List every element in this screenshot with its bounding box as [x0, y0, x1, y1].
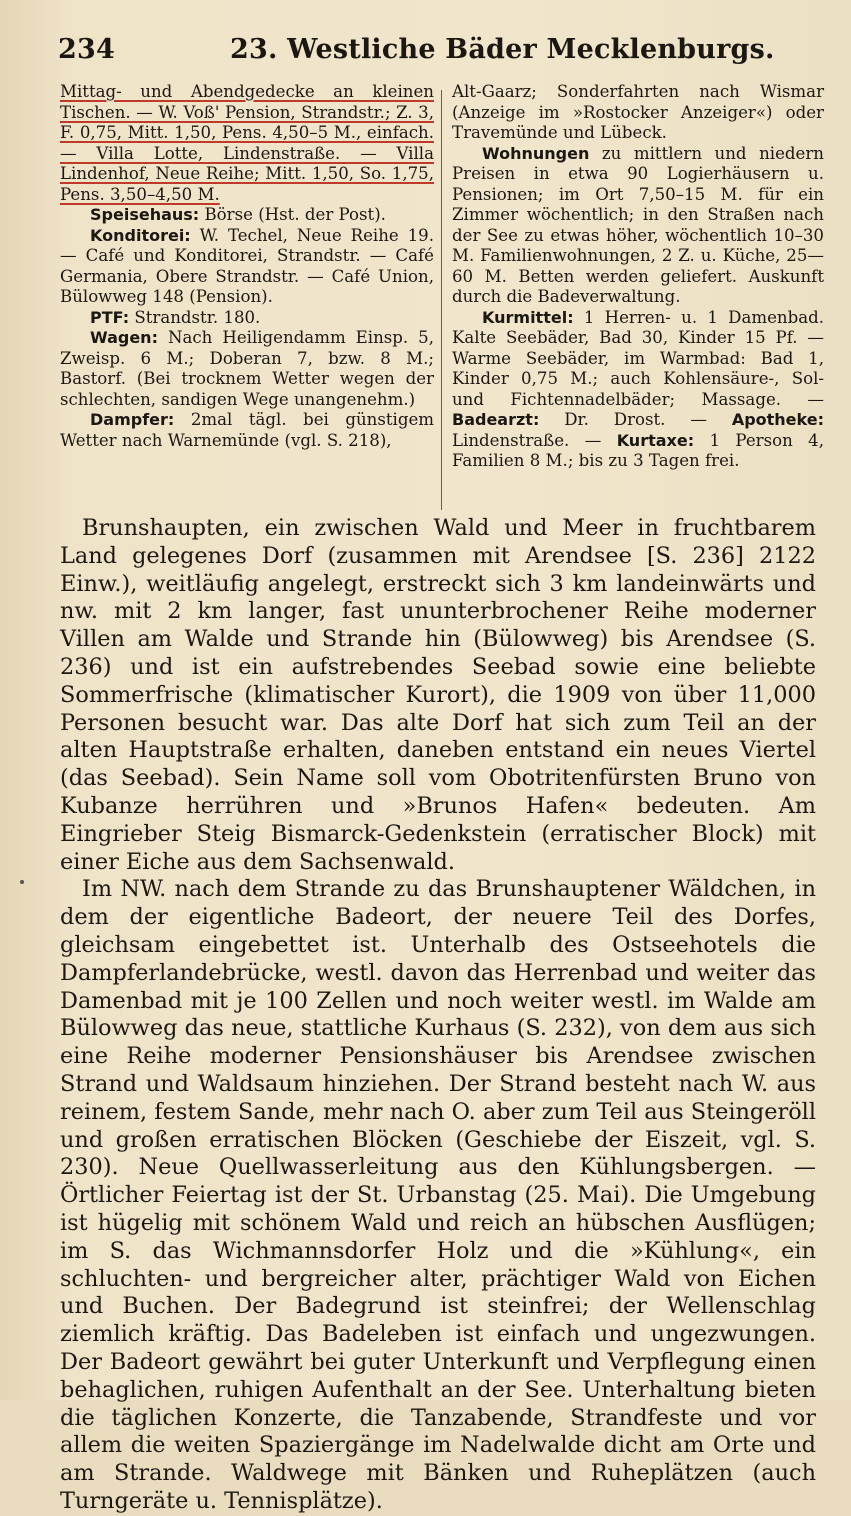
left-paragraph-pensions: [60, 82, 434, 205]
main-text: [60, 515, 816, 1516]
ptf-label: PTF:: [90, 307, 130, 327]
right-paragraph-altgaarz: Alt-Gaarz; Sonderfahrten nach Wismar (Anzeige im »Rostocker Anzeiger«) oder Travemünde und Lübeck.: [452, 82, 824, 142]
left-paragraph-konditorei: [60, 226, 434, 308]
page-title: 23. Westliche Bäder Mecklenburgs.: [230, 34, 775, 65]
dampfer-label: Dampfer:: [90, 410, 175, 429]
wohnungen-text: zu mittlern und niedern Preisen in etwa 90 Logierhäusern u. Pensionen; im Ort 7,50–15 M. für ein Zimmer wöchentlich; in den Straßen nach der See zu etwas höher, wöchentlich 10–30 M. Familienwohnungen, 2 Z. u. Küche, 25—60 M. Betten werden geliefert. Auskunft durch die Badeverwaltung.: [452, 143, 824, 306]
page-header: [58, 30, 821, 70]
kurtaxe-text: 1 Person 4, Familien 8 M.; bis zu 3 Tagen frei.: [452, 430, 824, 470]
left-paragraph-dampfer: [60, 410, 434, 451]
konditorei-label: Konditorei:: [90, 225, 191, 245]
right-paragraph-kurmittel: [452, 308, 824, 472]
left-column: [60, 82, 434, 451]
konditorei-text: W. Techel, Neue Reihe 19. — Café und Konditorei, Strandstr. — Café Germania, Obere Strandstr. — Café Union, Bülowweg 148 (Pension).: [60, 225, 434, 306]
left-paragraph-speisehaus: [60, 205, 434, 226]
kurmittel-text: 1 Herren- u. 1 Damenbad. Kalte Seebäder, Bad 30, Kinder 15 Pf. — Warme Seebäder, im Warmbad: Bad 1, Kinder 0,75 M.; auch Kohlensäure-, Sol- und Fichtennadelbäder; Massage. —: [452, 307, 825, 409]
left-paragraph-pensions-text: Mittag- und Abendgedecke an kleinen Tischen. — W. Voß' Pension, Strandstr.; Z. 3, F. 0,75, Mitt. 1,50, Pens. 4,50–5 M., einfach. — Villa Lotte, Lindenstraße. — Villa Lindenhof, Neue Reihe; Mitt. 1,50, So. 1,75, Pens. 3,50–4,50 M.: [60, 82, 434, 204]
wagen-text: Nach Heiligendamm Einsp. 5, Zweisp. 6 M.; Doberan 7, bzw. 8 M.; Bastorf. (Bei trocknem Wetter wegen der schlechten, sandigen Wege unangenehm.): [60, 328, 434, 409]
dampfer-text: 2mal tägl. bei günstigem Wetter nach Warnemünde (vgl. S. 218),: [60, 410, 435, 450]
main-paragraph-surroundings: Im NW. nach dem Strande zu das Brunshauptener Wäldchen, in dem der eigentliche Badeort, der neuere Teil des Dorfes, gleichsam eingebettet ist. Unterhalb des Ostseehotels die Dampferlandebrücke, westl. davon das Herrenbad und weiter das Damenbad mit je 100 Zellen und noch weiter westl. im Walde am Bülowweg das neue, stattliche Kurhaus (S. 232), von dem aus sich eine Reihe moderner Pensionshäuser bis Arendsee zwischen Strand und Waldsaum hinziehen. Der Strand besteht nach W. aus reinem, festem Sande, mehr nach O. aber zum Teil aus Steingeröll und großen erratischen Blöcken (Geschiebe der Eiszeit, vgl. S. 230). Neue Quellwasserleitung aus den Kühlungsbergen. — Örtlicher Feiertag ist der St. Urbanstag (25. Mai). Die Umgebung ist hügelig mit schönem Wald und reich an hübschen Ausflügen; im S. das Wichmannsdorfer Holz und die »Kühlung«, ein schluchten- und bergreicher alter, prächtiger Wald von Eichen und Buchen. Der Badegrund ist steinfrei; der Wellenschlag ziemlich kräftig. Das Badeleben ist einfach und ungezwungen. Der Badeort gewährt bei guter Unterkunft und Verpflegung einen behaglichen, ruhigen Aufenthalt an der See. Unterhaltung bieten die täglichen Konzerte, die Tanzabende, Strandfeste und vor allem die weiten Spaziergänge im Nadelwalde dicht am Orte und am Strande. Waldwege mit Bänken und Ruheplätzen (auch Turngeräte u. Tennisplätze).: [60, 876, 816, 1514]
kurtaxe-label: Kurtaxe:: [616, 430, 695, 450]
ptf-text: Strandstr. 180.: [134, 307, 261, 327]
right-paragraph-wohnungen: [452, 144, 824, 308]
margin-dot: [20, 880, 24, 884]
apotheke-text: Lindenstraße. —: [452, 430, 602, 450]
badearzt-text: Dr. Drost. —: [564, 410, 707, 429]
speisehaus-label: Speisehaus:: [90, 205, 200, 224]
left-paragraph-ptf: [60, 308, 434, 329]
page-number: 234: [58, 34, 115, 65]
badearzt-label: Badearzt:: [452, 410, 540, 429]
right-column: [452, 82, 824, 472]
main-paragraph-brunshaupten: Brunshaupten, ein zwischen Wald und Meer in fruchtbarem Land gelegenes Dorf (zusammen mit Arendsee [S. 236] 2122 Einw.), weitläufig angelegt, erstreckt sich 3 km landeinwärts und nw. mit 2 km langer, fast ununterbrochener Reihe moderner Villen am Walde und Strande hin (Bülowweg) bis Arendsee (S. 236) und ist ein aufstrebendes Seebad sowie eine beliebte Sommerfrische (klimatischer Kurort), die 1909 von über 11,000 Personen besucht war. Das alte Dorf hat sich zum Teil an der alten Hauptstraße erhalten, daneben entstand ein neues Viertel (das Seebad). Sein Name soll vom Obotritenfürsten Bruno von Kubanze herrühren und »Brunos Hafen« bedeuten. Am Eingrieber Steig Bismarck-Gedenkstein (erratischer Block) mit einer Eiche aus dem Sachsenwald.: [60, 515, 816, 875]
left-paragraph-wagen: [60, 328, 434, 410]
wagen-label: Wagen:: [90, 328, 158, 347]
apotheke-label: Apotheke:: [731, 410, 824, 429]
column-divider: [441, 90, 442, 510]
speisehaus-text: Börse (Hst. der Post).: [204, 205, 386, 224]
kurmittel-label: Kurmittel:: [482, 307, 574, 327]
wohnungen-label: Wohnungen: [482, 143, 590, 163]
